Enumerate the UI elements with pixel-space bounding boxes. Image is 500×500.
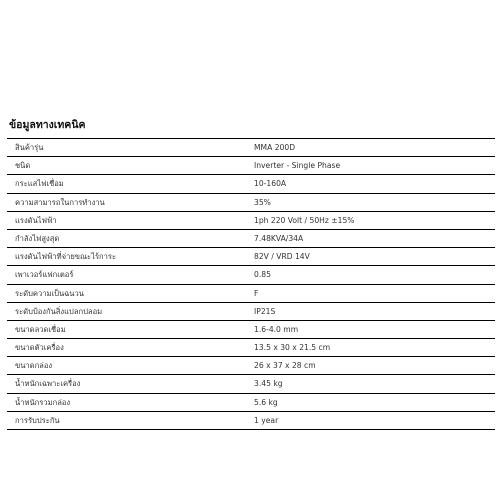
spec-title: ข้อมูลทางเทคนิค <box>9 119 86 131</box>
spec-value: 5.6 kg <box>254 397 278 407</box>
spec-label: ขนาดลวดเชื่อม <box>15 324 66 334</box>
spec-value: 3.45 kg <box>254 379 283 389</box>
spec-label: น้ำหนักรวมกล่อง <box>15 397 71 407</box>
spec-row <box>7 375 495 393</box>
spec-value: IP21S <box>254 306 276 316</box>
spec-row <box>7 194 495 212</box>
spec-row <box>7 321 495 339</box>
spec-value: 10-160A <box>254 179 287 189</box>
spec-row <box>7 230 495 248</box>
spec-row <box>7 266 495 284</box>
spec-label: ชนิด <box>15 161 31 171</box>
spec-label: แรงดันไฟฟ้า <box>15 215 57 225</box>
spec-table <box>7 138 495 430</box>
spec-value: 7.48KVA/34A <box>254 233 304 243</box>
spec-row <box>7 339 495 357</box>
spec-label: เพาเวอร์แฟกเตอร์ <box>15 270 74 280</box>
spec-label: กระแสไฟเชื่อม <box>15 179 64 189</box>
spec-row <box>7 285 495 303</box>
spec-label: ความสามารถในการทำงาน <box>15 197 105 207</box>
spec-value: 1ph 220 Volt / 50Hz ±15% <box>254 215 355 225</box>
spec-row <box>7 212 495 230</box>
spec-row <box>7 394 495 412</box>
spec-row <box>7 139 495 157</box>
spec-label: การรับประกัน <box>15 415 60 425</box>
spec-value: 1 year <box>254 415 279 425</box>
spec-value: 26 x 37 x 28 cm <box>254 361 316 371</box>
spec-label: น้ำหนักเฉพาะเครื่อง <box>15 379 81 389</box>
spec-row <box>7 303 495 321</box>
spec-value: 1.6-4.0 mm <box>254 324 299 334</box>
spec-value: MMA 200D <box>254 143 296 152</box>
spec-value: 13.5 x 30 x 21.5 cm <box>254 343 331 353</box>
spec-label: ขนาดตัวเครื่อง <box>15 343 64 353</box>
spec-value: 0.85 <box>254 270 271 280</box>
spec-row <box>7 157 495 175</box>
spec-value: Inverter - Single Phase <box>254 161 341 171</box>
spec-row <box>7 357 495 375</box>
spec-value: 35% <box>254 197 271 207</box>
spec-row <box>7 248 495 266</box>
spec-label: ระดับป้องกันสิ่งแปลกปลอม <box>15 306 103 316</box>
spec-row <box>7 412 495 430</box>
spec-label: สินค้ารุ่น <box>15 143 44 152</box>
spec-label: แรงดันไฟฟ้าที่จ่ายขณะไร้การะ <box>15 252 117 262</box>
spec-label: กำลังไฟสูงสุด <box>15 233 60 243</box>
spec-label: ระดับความเป็นฉนวน <box>15 288 84 298</box>
spec-value: F <box>254 288 259 298</box>
spec-value: 82V / VRD 14V <box>254 252 310 262</box>
spec-row <box>7 175 495 193</box>
spec-label: ขนาดกล่อง <box>15 361 53 371</box>
